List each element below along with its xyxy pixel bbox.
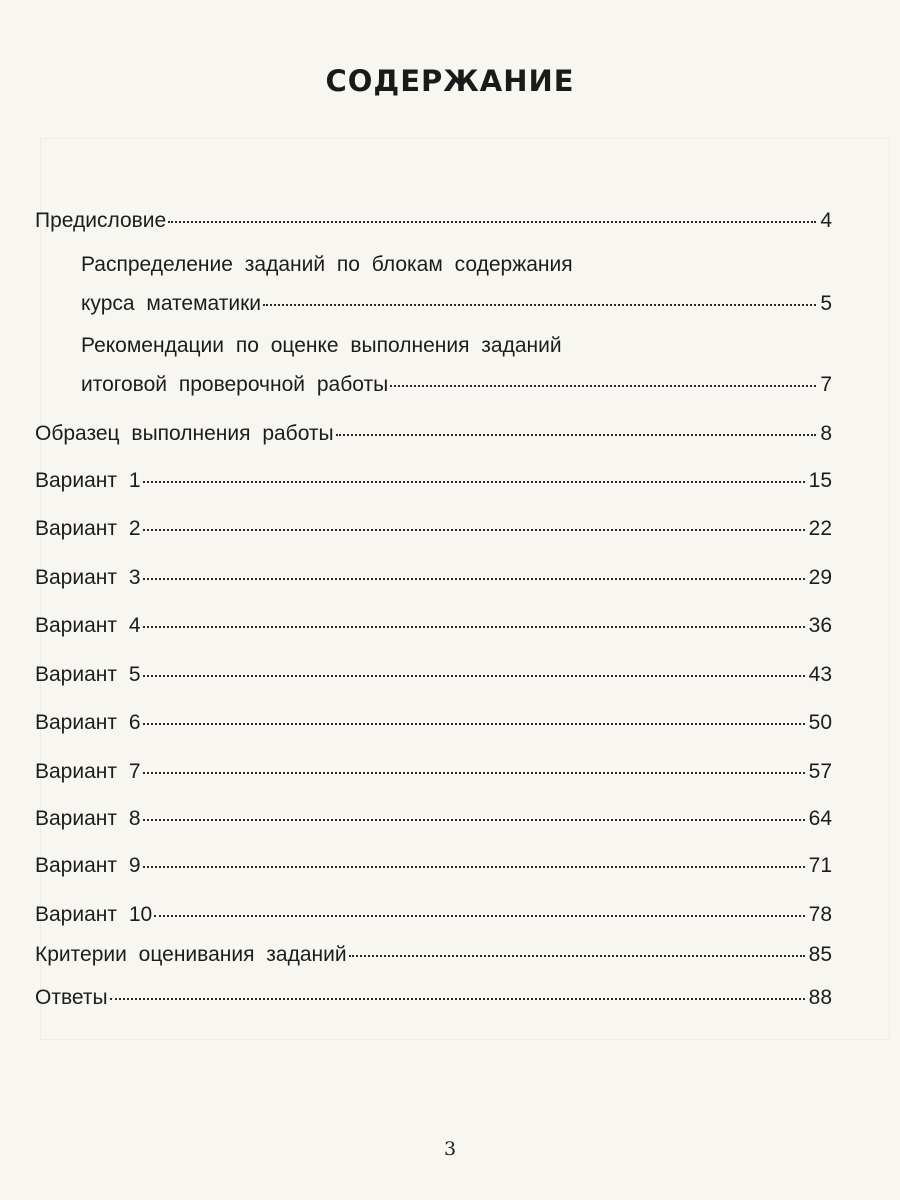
toc-entry-label: Вариант 5 <box>35 663 141 686</box>
toc-entry-page: 50 <box>808 711 832 734</box>
toc-entry-page: 43 <box>808 663 832 686</box>
toc-entry-page: 22 <box>808 517 832 540</box>
toc-entry-label: Вариант 1 <box>35 469 141 492</box>
dot-leader <box>143 529 805 531</box>
dot-leader <box>143 481 805 483</box>
dot-leader <box>154 915 804 917</box>
toc-entry-page: 57 <box>808 760 832 783</box>
toc-entry[interactable] <box>35 985 832 1011</box>
dot-leader <box>143 772 805 774</box>
toc-entry-label: курса математики <box>81 292 262 315</box>
dot-leader <box>168 221 816 223</box>
dot-leader <box>336 434 817 436</box>
toc-entry[interactable] <box>35 516 832 542</box>
toc-entry-label-line1: Распределение заданий по блокам содержания <box>81 253 573 276</box>
toc-entry[interactable] <box>35 468 832 494</box>
toc-entry-page: 5 <box>820 292 832 315</box>
toc-entry-label: Вариант 7 <box>35 760 141 783</box>
toc-entry-label: Вариант 4 <box>35 614 141 637</box>
toc-entry-page: 8 <box>820 422 832 445</box>
dot-leader <box>143 723 805 725</box>
toc-entry-label: итоговой проверочной работы <box>81 373 389 396</box>
toc-entry-page: 36 <box>808 614 832 637</box>
toc-entry-page: 7 <box>820 373 832 396</box>
toc-entry-label-line1: Рекомендации по оценке выполнения заданий <box>81 334 562 357</box>
toc-entry-page: 71 <box>808 854 832 877</box>
toc-entry[interactable] <box>35 208 832 234</box>
page-number: 3 <box>443 1138 457 1160</box>
dot-leader <box>143 578 805 580</box>
toc-entry-label: Критерии оценивания заданий <box>35 943 347 966</box>
toc-entry[interactable] <box>35 421 832 447</box>
toc-entry[interactable] <box>35 565 832 591</box>
toc-entry-page: 64 <box>808 807 832 830</box>
dot-leader <box>143 675 805 677</box>
dot-leader <box>143 866 805 868</box>
dot-leader <box>390 385 816 387</box>
toc-entry-label: Вариант 9 <box>35 854 141 877</box>
toc-entry-page: 78 <box>808 903 832 926</box>
toc-entry-label: Вариант 6 <box>35 711 141 734</box>
toc-entry[interactable] <box>35 942 832 968</box>
toc-entry[interactable] <box>81 291 832 317</box>
page-title: СОДЕРЖАНИЕ <box>325 64 575 98</box>
toc-entry-page: 85 <box>808 943 832 966</box>
dot-leader <box>143 819 805 821</box>
dot-leader <box>143 626 805 628</box>
toc-entry[interactable] <box>35 853 832 879</box>
toc-entry-label: Вариант 3 <box>35 566 141 589</box>
toc-entry-label: Вариант 10 <box>35 903 153 926</box>
toc-entry-page: 15 <box>808 469 832 492</box>
toc-entry-label: Ответы <box>35 986 108 1009</box>
toc-entry-label: Предисловие <box>35 209 167 232</box>
toc-entry-label: Вариант 2 <box>35 517 141 540</box>
toc-entry[interactable] <box>35 710 832 736</box>
toc-entry-page: 29 <box>808 566 832 589</box>
toc-entry[interactable] <box>35 662 832 688</box>
toc-entry-page: 88 <box>808 986 832 1009</box>
dot-leader <box>110 998 805 1000</box>
toc-entry-page: 4 <box>820 209 832 232</box>
toc-entry[interactable] <box>35 759 832 785</box>
toc-entry[interactable] <box>35 902 832 928</box>
toc-entry[interactable] <box>35 613 832 639</box>
toc-entry-label: Вариант 8 <box>35 807 141 830</box>
toc-entry-label: Образец выполнения работы <box>35 422 334 445</box>
toc-entry[interactable] <box>35 806 832 832</box>
dot-leader <box>263 304 816 306</box>
dot-leader <box>349 955 805 957</box>
toc-entry[interactable] <box>81 372 832 398</box>
